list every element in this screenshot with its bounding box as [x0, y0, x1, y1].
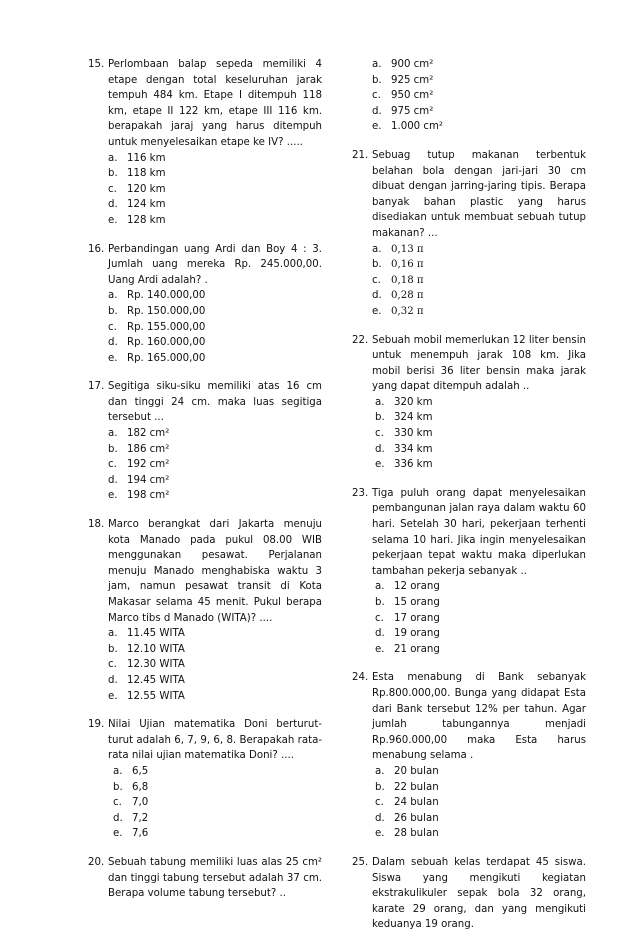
question-number: 24. [352, 672, 369, 684]
answer-options [372, 242, 586, 320]
answer-options [108, 288, 322, 366]
option-text: 7,6 [132, 828, 149, 840]
option-letter: d. [108, 199, 118, 211]
question-text: Marco berangkat dari Jakarta menuju kota Manado pada pukul 08.00 WIB menggunakan pesawat. Perjalanan menuju Manado menghabiska waktu 3 jam, namun pesawat transit di Kota Makasar selama 45 menit. Pukul berapa Marco tibs d Manado (WITA)? .... [108, 519, 322, 624]
answer-option [372, 764, 586, 780]
option-letter: c. [108, 183, 117, 195]
question-18 [88, 517, 322, 704]
option-letter: e. [108, 214, 118, 226]
question-21 [352, 148, 586, 320]
answer-option [108, 457, 322, 473]
option-text: 17 orang [394, 612, 440, 624]
answer-option [108, 213, 322, 229]
answer-option [372, 104, 586, 120]
option-text: 0,28 π [391, 290, 424, 302]
question-number: 21. [352, 149, 369, 161]
option-letter: e. [375, 643, 385, 655]
answer-option [372, 426, 586, 442]
question-number: 16. [88, 243, 105, 255]
option-letter: c. [372, 274, 381, 286]
option-text: Rp. 165.000,00 [127, 352, 206, 364]
question-15 [88, 57, 322, 229]
option-letter: a. [372, 243, 382, 255]
answer-option [108, 473, 322, 489]
answer-option [372, 119, 586, 135]
answer-option [372, 257, 586, 273]
answer-option [108, 673, 322, 689]
answer-option [108, 689, 322, 705]
option-letter: b. [113, 781, 123, 793]
option-text: 12.45 WITA [127, 674, 185, 686]
answer-option [372, 288, 586, 304]
answer-options [372, 579, 586, 657]
question-25 [352, 855, 586, 933]
option-letter: d. [108, 474, 118, 486]
option-text: 118 km [127, 168, 166, 180]
option-text: 6,5 [132, 765, 149, 777]
option-letter: c. [108, 459, 117, 471]
answer-option [372, 626, 586, 642]
answer-options [108, 764, 322, 842]
option-letter: e. [372, 121, 382, 133]
option-letter: e. [375, 828, 385, 840]
answer-option [372, 442, 586, 458]
answer-option [108, 764, 322, 780]
option-text: 124 km [127, 199, 166, 211]
option-letter: c. [108, 321, 117, 333]
option-text: 6,8 [132, 781, 149, 793]
option-text: 192 cm² [127, 459, 170, 471]
option-letter: c. [375, 428, 384, 440]
option-text: 0,18 π [391, 274, 424, 286]
option-text: 336 km [394, 459, 433, 471]
option-text: 12.10 WITA [127, 643, 185, 655]
question-text: Tiga puluh orang dapat menyelesaikan pembangunan jalan raya dalam waktu 60 hari. Setelah 30 hari, pekerjaan terhenti selama 10 hari. Jika ingin menyelesaikan pekerjaan tepat waktu maka diperlukan tambahan pekerja sebanyak .. [372, 487, 586, 577]
option-text: Rp. 140.000,00 [127, 290, 206, 302]
option-letter: a. [108, 428, 118, 440]
option-letter: b. [108, 305, 118, 317]
option-text: 20 bulan [394, 765, 439, 777]
answer-option [372, 410, 586, 426]
answer-option [372, 88, 586, 104]
option-text: 26 bulan [394, 812, 439, 824]
question-number: 20. [88, 856, 105, 868]
answer-options [372, 395, 586, 473]
answer-option [108, 795, 322, 811]
option-letter: b. [372, 74, 382, 86]
question-text: Dalam sebuah kelas terdapat 45 siswa. Siswa yang mengikuti kegiatan ekstrakulikuler sepak bola 32 orang, karate 29 orang, dan yang mengikuti keduanya 19 orang. [372, 856, 586, 931]
answer-option [108, 166, 322, 182]
option-text: 12.30 WITA [127, 659, 185, 671]
option-letter: d. [108, 337, 118, 349]
option-text: 116 km [127, 152, 166, 164]
question-text: Esta menabung di Bank sebanyak Rp.800.000,00. Bunga yang didapat Esta dari Bank tersebut 12% per tahun. Agar jumlah tabungannya menjadi Rp.960.000,00 maka Esta harus menabung selama . [372, 672, 586, 762]
option-letter: d. [372, 105, 382, 117]
question-text: Perlombaan balap sepeda memiliki 4 etape dengan total keseluruhan jarak tempuh 484 km. Etape I ditempuh 118 km, etape II 122 km, etape III 116 km. berapakah jaraj yang harus ditempuh untuk menyelesaikan etape ke IV? ..... [108, 59, 322, 148]
option-text: 7,2 [132, 812, 149, 824]
answer-option [108, 488, 322, 504]
option-letter: a. [375, 396, 385, 408]
option-text: Rp. 160.000,00 [127, 337, 206, 349]
option-text: 198 cm² [127, 490, 170, 502]
answer-option [372, 595, 586, 611]
answer-option [108, 335, 322, 351]
option-letter: d. [375, 628, 385, 640]
option-letter: d. [372, 290, 382, 302]
question-16 [88, 242, 322, 367]
answer-option [108, 626, 322, 642]
option-letter: c. [113, 797, 122, 809]
option-letter: b. [108, 168, 118, 180]
question-24 [352, 670, 586, 842]
option-letter: e. [108, 352, 118, 364]
question-19 [88, 717, 322, 842]
option-letter: e. [113, 828, 123, 840]
answer-option [108, 780, 322, 796]
answer-option [372, 57, 586, 73]
answer-option [372, 457, 586, 473]
answer-option [108, 288, 322, 304]
option-text: 12 orang [394, 581, 440, 593]
option-text: 330 km [394, 428, 433, 440]
question-number: 23. [352, 487, 369, 499]
option-text: Rp. 150.000,00 [127, 305, 206, 317]
question-20 [88, 855, 322, 902]
option-text: 128 km [127, 214, 166, 226]
answer-options [108, 626, 322, 704]
option-letter: d. [113, 812, 123, 824]
question-23 [352, 486, 586, 658]
option-text: 12.55 WITA [127, 690, 185, 702]
option-text: 7,0 [132, 797, 149, 809]
question-text: Sebuah mobil memerlukan 12 liter bensin untuk menempuh jarak 108 km. Jika mobil berisi 36 liter bensin maka jarak yang dapat ditempuh adalah .. [372, 334, 586, 393]
option-text: Rp. 155.000,00 [127, 321, 206, 333]
option-letter: d. [375, 443, 385, 455]
question-text: Sebuah tabung memiliki luas alas 25 cm² dan tinggi tabung tersebut adalah 37 cm. Berapa volume tabung tersebut? .. [108, 856, 322, 900]
option-text: 186 cm² [127, 443, 170, 455]
answer-option [108, 426, 322, 442]
option-letter: a. [113, 765, 123, 777]
question-number: 17. [88, 381, 105, 393]
question-text: Nilai Ujian matematika Doni berturut-turut adalah 6, 7, 9, 6, 8. Berapakah rata-rata nilai ujian matematika Doni? .... [108, 719, 322, 762]
answer-option [108, 320, 322, 336]
answer-option [108, 826, 322, 842]
option-text: 24 bulan [394, 797, 439, 809]
option-text: 22 bulan [394, 781, 439, 793]
question-text: Segitiga siku-siku memiliki atas 16 cm dan tinggi 24 cm. maka luas segitiga tersebut ... [108, 381, 322, 424]
option-text: 1.000 cm² [391, 121, 444, 133]
option-letter: c. [108, 659, 117, 671]
option-letter: b. [108, 443, 118, 455]
option-text: 975 cm² [391, 105, 434, 117]
option-letter: a. [108, 152, 118, 164]
question-number: 18. [88, 519, 105, 531]
option-letter: a. [108, 628, 118, 640]
option-text: 324 km [394, 412, 433, 424]
answer-option [108, 657, 322, 673]
answer-option [372, 395, 586, 411]
answer-option [372, 73, 586, 89]
option-letter: c. [375, 797, 384, 809]
option-letter: e. [372, 305, 382, 317]
right-column [352, 57, 586, 946]
answer-option [108, 351, 322, 367]
option-letter: e. [108, 490, 118, 502]
option-letter: a. [375, 765, 385, 777]
option-text: 950 cm² [391, 90, 434, 102]
option-text: 0,32 π [391, 305, 424, 317]
question-20-options [372, 57, 586, 135]
option-text: 194 cm² [127, 474, 170, 486]
option-text: 182 cm² [127, 428, 170, 440]
option-letter: a. [375, 581, 385, 593]
option-letter: b. [372, 259, 382, 271]
option-text: 925 cm² [391, 74, 434, 86]
answer-options [108, 426, 322, 504]
question-number: 25. [352, 856, 369, 868]
answer-option [372, 826, 586, 842]
option-letter: c. [375, 612, 384, 624]
question-number: 19. [88, 719, 105, 731]
question-17 [88, 379, 322, 504]
answer-option [108, 811, 322, 827]
answer-option [372, 579, 586, 595]
answer-option [372, 304, 586, 320]
option-text: 21 orang [394, 643, 440, 655]
option-letter: a. [372, 59, 382, 70]
option-text: 900 cm² [391, 59, 434, 70]
option-letter: e. [108, 690, 118, 702]
option-text: 120 km [127, 183, 166, 195]
answer-option [108, 182, 322, 198]
answer-option [372, 780, 586, 796]
answer-option [372, 273, 586, 289]
question-number: 15. [88, 59, 105, 70]
question-text: Perbandingan uang Ardi dan Boy 4 : 3. Jumlah uang mereka Rp. 245.000,00. Uang Ardi adalah? . [108, 243, 322, 286]
answer-options [108, 151, 322, 229]
answer-option [372, 242, 586, 258]
left-column [88, 57, 322, 915]
question-number: 22. [352, 334, 369, 346]
option-text: 19 orang [394, 628, 440, 640]
option-text: 0,13 π [391, 243, 424, 255]
question-text: Sebuag tutup makanan terbentuk belahan bola dengan jari-jari 30 cm dibuat dengan jarring-jaring tipis. Berapa banyak bahan plastic yang harus disediakan untuk membuat sebuah tutup makanan? ... [372, 149, 586, 239]
option-text: 11.45 WITA [127, 628, 185, 640]
answer-options [372, 764, 586, 842]
answer-option [108, 151, 322, 167]
option-letter: d. [108, 674, 118, 686]
answer-option [372, 795, 586, 811]
option-letter: d. [375, 812, 385, 824]
answer-option [108, 197, 322, 213]
option-letter: e. [375, 459, 385, 471]
option-letter: b. [375, 781, 385, 793]
option-letter: c. [372, 90, 381, 102]
answer-option [108, 304, 322, 320]
option-text: 320 km [394, 396, 433, 408]
option-text: 0,16 π [391, 259, 424, 271]
question-22 [352, 333, 586, 473]
option-letter: b. [375, 597, 385, 608]
option-text: 334 km [394, 443, 433, 455]
option-text: 15 orang [394, 597, 440, 608]
answer-option [108, 442, 322, 458]
option-letter: b. [375, 412, 385, 424]
option-letter: a. [108, 290, 118, 302]
answer-option [108, 642, 322, 658]
answer-option [372, 642, 586, 658]
option-letter: b. [108, 643, 118, 655]
option-text: 28 bulan [394, 828, 439, 840]
answer-option [372, 811, 586, 827]
answer-option [372, 611, 586, 627]
